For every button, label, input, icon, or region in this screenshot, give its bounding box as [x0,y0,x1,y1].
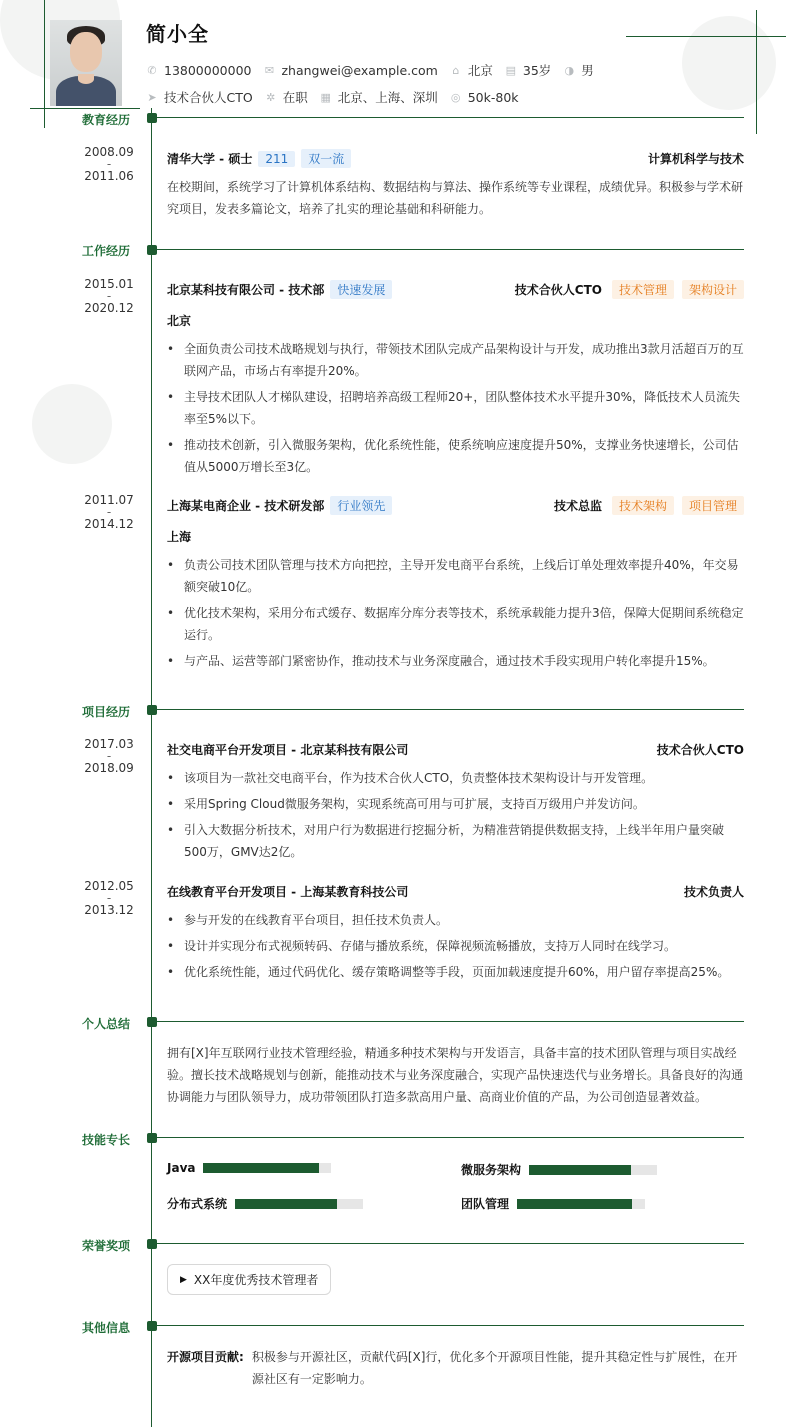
section-marker [147,1017,157,1027]
summary-text: 拥有[X]年互联网行业技术管理经验，精通多种技术架构与开发语言，具备丰富的技术团队管理与项目实战经验。擅长技术战略规划与创新，能推动技术与业务深度融合，实现产品快速迭代与业务增长。具备良好的沟通协调能力与团队领导力，成功带领团队打造多款高用户量、高商业价值的产品，为公司创造显著效益。 [167,1046,744,1104]
section-title-other: 其他信息 [82,1321,131,1335]
list-item: • 采用Spring Cloud微服务架构，实现系统高可用与可扩展，支持百万级用户并发访问。 [167,793,744,815]
frame-line [30,108,140,109]
skill-name: 团队管理 [461,1197,510,1211]
list-item: • 引入大数据分析技术，对用户行为数据进行挖掘分析，为精准营销提供数据支持，上线半年用户量突破500万，GMV达2亿。 [167,819,744,863]
list-item: • 负责公司技术团队管理与技术方向把控，主导开发电商平台系统，上线后订单处理效率提升40%，年交易额突破10亿。 [167,554,744,598]
award-item[interactable] [167,1264,331,1295]
list-item: • 设计并实现分布式视频转码、存储与播放系统，保障视频流畅播放，支持万人同时在线学习。 [167,935,744,957]
skill-name: 微服务架构 [461,1163,522,1177]
skill-level-bar [203,1163,331,1173]
target-cities: 北京、上海、深圳 [337,90,438,105]
section-marker [147,1239,157,1249]
section-title-skills: 技能专长 [82,1133,131,1147]
other-label: 开源项目贡献: [167,1350,244,1364]
avatar [50,20,122,106]
play-icon: ▶ [180,1274,187,1285]
section-title-education: 教育经历 [82,113,131,127]
timeline-spine [151,108,152,1427]
lock-icon: ▤ [505,63,517,77]
job-title: 技术合伙人CTO [514,283,602,297]
major: 计算机科学与技术 [647,152,744,166]
work-city: 北京 [167,314,192,328]
section-title-summary: 个人总结 [82,1017,131,1031]
skill-level-bar [529,1165,657,1175]
target-role: 技术合伙人CTO [164,90,253,105]
frame-line [626,36,786,37]
candidate-name: 简小全 [146,22,209,46]
list-item: • 参与开发的在线教育平台项目，担任技术负责人。 [167,909,744,931]
home-icon: ⌂ [452,63,460,77]
school-tag: 双一流 [301,149,351,168]
section-divider [157,1325,744,1326]
role-tag: 项目管理 [682,496,744,515]
skill-item [167,1195,363,1212]
intention-row [146,88,531,106]
section-divider [157,1137,744,1138]
section-marker [147,113,157,123]
background-decoration [32,384,112,464]
city: 北京 [467,63,493,78]
mail-icon: ✉ [264,63,275,77]
role-tag: 技术管理 [612,280,674,299]
age: 35岁 [522,63,552,78]
section-divider [157,1243,744,1244]
salary: 50k-80k [467,89,519,105]
list-item: • 该项目为一款社交电商平台，作为技术合伙人CTO，负责整体技术架构设计与开发管理。 [167,767,744,789]
other-info [167,1346,744,1390]
status: 在职 [282,90,308,105]
work-header [167,496,744,515]
section-title-honors: 荣誉奖项 [82,1239,131,1253]
role-tag: 架构设计 [682,280,744,299]
contact-row [146,61,606,79]
project-header [167,741,744,758]
section-divider [157,117,744,118]
list-item: • 主导技术团队人才梯队建设，招聘培养高级工程师20+，团队整体技术水平提升30%，降低技术人员流失率至5%以下。 [167,386,744,430]
section-marker [147,705,157,715]
company-name: 上海某电商企业 - 技术研发部 [167,499,325,513]
section-title-projects: 项目经历 [82,705,131,719]
section-divider [157,249,744,250]
award-name: XX年度优秀技术管理者 [193,1273,319,1287]
section-marker [147,1321,157,1331]
project-date: 2012.05 - 2013.12 [84,879,134,917]
list-item: • 与产品、运营等部门紧密协作，推动技术与业务深度融合，通过技术手段实现用户转化率提升15%。 [167,650,744,672]
work-date: 2011.07 - 2014.12 [84,493,134,531]
frame-line [756,10,757,134]
phone: 13800000000 [164,62,252,78]
gender-icon: ◑ [564,63,575,77]
skill-name: 分布式系统 [167,1197,228,1211]
project-name: 在线教育平台开发项目 - 上海某教育科技公司 [167,885,409,899]
list-item: • 优化系统性能，通过代码优化、缓存策略调整等手段，页面加载速度提升60%，用户留存率提高25%。 [167,961,744,983]
list-item: • 推动技术创新，引入微服务架构，优化系统性能，使系统响应速度提升50%，支撑业务快速增长，公司估值从5000万增长至3亿。 [167,434,744,478]
gender: 男 [581,63,594,78]
work-city: 上海 [167,530,192,544]
company-name: 北京某科技有限公司 - 技术部 [167,283,325,297]
gear-icon: ✲ [266,90,276,104]
project-role: 技术负责人 [683,885,744,899]
list-item: • 优化技术架构，采用分布式缓存、数据库分库分表等技术，系统承载能力提升3倍，保障大促期间系统稳定运行。 [167,602,744,646]
school-tag: 211 [258,151,295,167]
background-decoration [682,16,776,110]
section-marker [147,245,157,255]
section-marker [147,1133,157,1143]
skill-item [461,1161,657,1178]
company-tag: 快速发展 [330,280,392,299]
work-bullets [167,554,744,676]
skill-level-bar [517,1199,645,1209]
education-date: 2008.09 - 2011.06 [84,145,134,183]
project-date: 2017.03 - 2018.09 [84,737,134,775]
job-title: 技术总监 [553,499,602,513]
skill-item [461,1195,645,1212]
work-bullets [167,338,744,482]
work-header [167,280,744,299]
send-icon: ➤ [147,90,157,104]
education-header [167,149,744,168]
skill-name: Java [167,1161,196,1175]
company-tag: 行业领先 [330,496,392,515]
skill-item [167,1161,331,1175]
project-header [167,883,744,900]
project-role: 技术合伙人CTO [656,743,744,757]
email: zhangwei@example.com [281,62,438,78]
project-name: 社交电商平台开发项目 - 北京某科技有限公司 [167,743,409,757]
school-name: 清华大学 - 硕士 [167,152,253,166]
list-item: • 全面负责公司技术战略规划与执行，带领技术团队完成产品架构设计与开发，成功推出3款月活超百万的互联网产品，市场占有率提升20%。 [167,338,744,382]
section-title-work: 工作经历 [82,244,131,258]
section-divider [157,709,744,710]
section-divider [157,1021,744,1022]
coin-icon: ◎ [450,90,461,104]
work-date: 2015.01 - 2020.12 [84,277,134,315]
skill-level-bar [235,1199,363,1209]
role-tag: 技术架构 [612,496,674,515]
other-text: 积极参与开源社区，贡献代码[X]行，优化多个开源项目性能，提升其稳定性与扩展性，在开源社区有一定影响力。 [251,1350,738,1386]
education-description: 在校期间，系统学习了计算机体系结构、数据结构与算法、操作系统等专业课程，成绩优异。积极参与学术研究项目，发表多篇论文，培养了扎实的理论基础和科研能力。 [167,180,744,216]
phone-icon: ✆ [147,63,157,77]
building-icon: ▦ [320,90,331,104]
project-bullets [167,909,744,987]
project-bullets [167,767,744,867]
